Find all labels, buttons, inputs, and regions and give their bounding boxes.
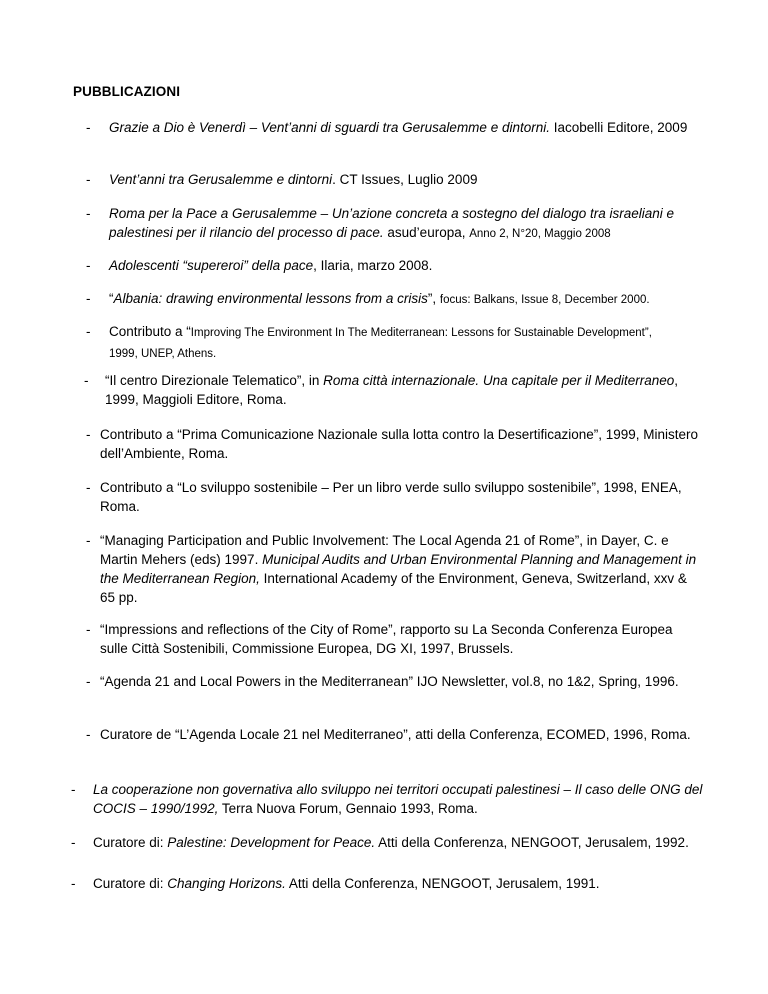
publication-text: [109, 289, 729, 310]
bullet-dash: -: [86, 533, 91, 548]
publication-text: [93, 780, 713, 818]
italic-title: Changing Horizons.: [167, 876, 286, 891]
publication-text: [100, 531, 700, 607]
citation-text: Curatore di:: [93, 835, 168, 850]
citation-text: ”,: [427, 291, 440, 306]
italic-title: Grazie a Dio è Venerdì – Vent’anni di sguardi tra Gerusalemme e dintorni.: [109, 120, 550, 135]
citation-text: Curatore de “L’Agenda Locale 21 nel Mediterraneo”, atti della Conferenza, ECOMED, 1996, Roma.: [100, 727, 691, 742]
citation-text: “Agenda 21 and Local Powers in the Mediterranean” IJO Newsletter, vol.8, no 1&2, Spring, 1996.: [100, 674, 679, 689]
page-title: PUBBLICAZIONI: [73, 84, 181, 99]
bullet-dash: -: [86, 258, 91, 273]
citation-text: Atti della Conferenza, NENGOOT, Jerusalem, 1991.: [285, 876, 600, 891]
italic-title: Roma per la Pace a Gerusalemme – Un’azione concreta a sostegno del dialogo tra israeliani e palestinesi per il rilancio del processo di pace.: [109, 206, 675, 240]
publication-text: [109, 256, 709, 275]
citation-text: Anno 2, N°20, Maggio 2008: [469, 228, 611, 240]
citation-text: Contributo a “: [109, 324, 191, 339]
bullet-dash: -: [86, 427, 91, 442]
citation-text: Atti della Conferenza, NENGOOT, Jerusalem, 1992.: [375, 835, 689, 850]
citation-text: , 1999, Maggioli Editore, Roma.: [105, 373, 679, 407]
publication-text: [93, 833, 713, 852]
italic-title: Albania: drawing environmental lessons from a crisis: [113, 291, 428, 306]
italic-title: Municipal Audits and Urban Environmental Planning and Management in the Mediterranean Region,: [100, 552, 697, 586]
publication-text: [100, 478, 700, 516]
citation-text: Iacobelli Editore, 2009: [549, 120, 688, 135]
citation-text: International Academy of the Environment, Geneva, Switzerland, xxv & 65 pp.: [100, 571, 687, 605]
bullet-dash: -: [86, 324, 91, 339]
italic-title: La cooperazione non governativa allo sviluppo nei territori occupati palestinesi – Il caso delle ONG del COCIS – 1990/1992,: [93, 782, 703, 816]
italic-title: Palestine: Development for Peace.: [167, 835, 376, 850]
publication-text: [109, 322, 669, 364]
bullet-dash: -: [86, 727, 91, 742]
bullet-dash: -: [71, 782, 76, 797]
publication-text: [105, 371, 695, 409]
citation-text: asud’europa,: [383, 225, 470, 240]
citation-text: “: [109, 291, 114, 306]
bullet-dash: -: [71, 876, 76, 891]
citation-text: “Il centro Direzionale Telematico”, in: [105, 373, 324, 388]
publication-text: [109, 170, 709, 189]
citation-text: Improving The Environment In The Mediterranean: Lessons for Sustainable Development”, 1999, UNEP, Athens.: [109, 327, 652, 360]
italic-title: Adolescenti “supereroi” della pace: [109, 258, 314, 273]
citation-text: “Impressions and reflections of the City of Rome”, rapporto su La Seconda Conferenza Europea sulle Città Sostenibili, Commissione Europea, DG XI, 1997, Brussels.: [100, 622, 673, 656]
bullet-dash: -: [84, 373, 89, 388]
italic-title: Roma città internazionale. Una capitale per il Mediterraneo: [323, 373, 675, 388]
publication-text: [100, 672, 700, 691]
bullet-dash: -: [86, 622, 91, 637]
publication-text: [109, 204, 714, 244]
bullet-dash: -: [86, 291, 91, 306]
publication-text: [93, 874, 713, 893]
bullet-dash: -: [86, 120, 91, 135]
bullet-dash: -: [86, 480, 91, 495]
citation-text: “Managing Participation and Public Involvement: The Local Agenda 21 of Rome”, in Dayer, C. e Martin Mehers (eds) 1997.: [100, 533, 669, 567]
citation-text: Contributo a “Lo sviluppo sostenibile – Per un libro verde sullo sviluppo sostenibile”, 1998, ENEA, Roma.: [100, 480, 682, 514]
citation-text: focus: Balkans, Issue 8, December 2000.: [439, 294, 650, 306]
publication-text: [100, 725, 700, 744]
publication-text: [100, 425, 700, 463]
bullet-dash: -: [86, 206, 91, 221]
bullet-dash: -: [71, 835, 76, 850]
citation-text: Terra Nuova Forum, Gennaio 1993, Roma.: [218, 801, 478, 816]
bullet-dash: -: [86, 172, 91, 187]
citation-text: , Ilaria, marzo 2008.: [313, 258, 433, 273]
citation-text: . CT Issues, Luglio 2009: [332, 172, 478, 187]
citation-text: Curatore di:: [93, 876, 168, 891]
bullet-dash: -: [86, 674, 91, 689]
italic-title: Vent’anni tra Gerusalemme e dintorni: [109, 172, 333, 187]
publication-text: [100, 620, 700, 658]
publication-text: [109, 118, 709, 137]
citation-text: Contributo a “Prima Comunicazione Nazionale sulla lotta contro la Desertificazione”, 1999, Ministero dell’Ambiente, Roma.: [100, 427, 699, 461]
